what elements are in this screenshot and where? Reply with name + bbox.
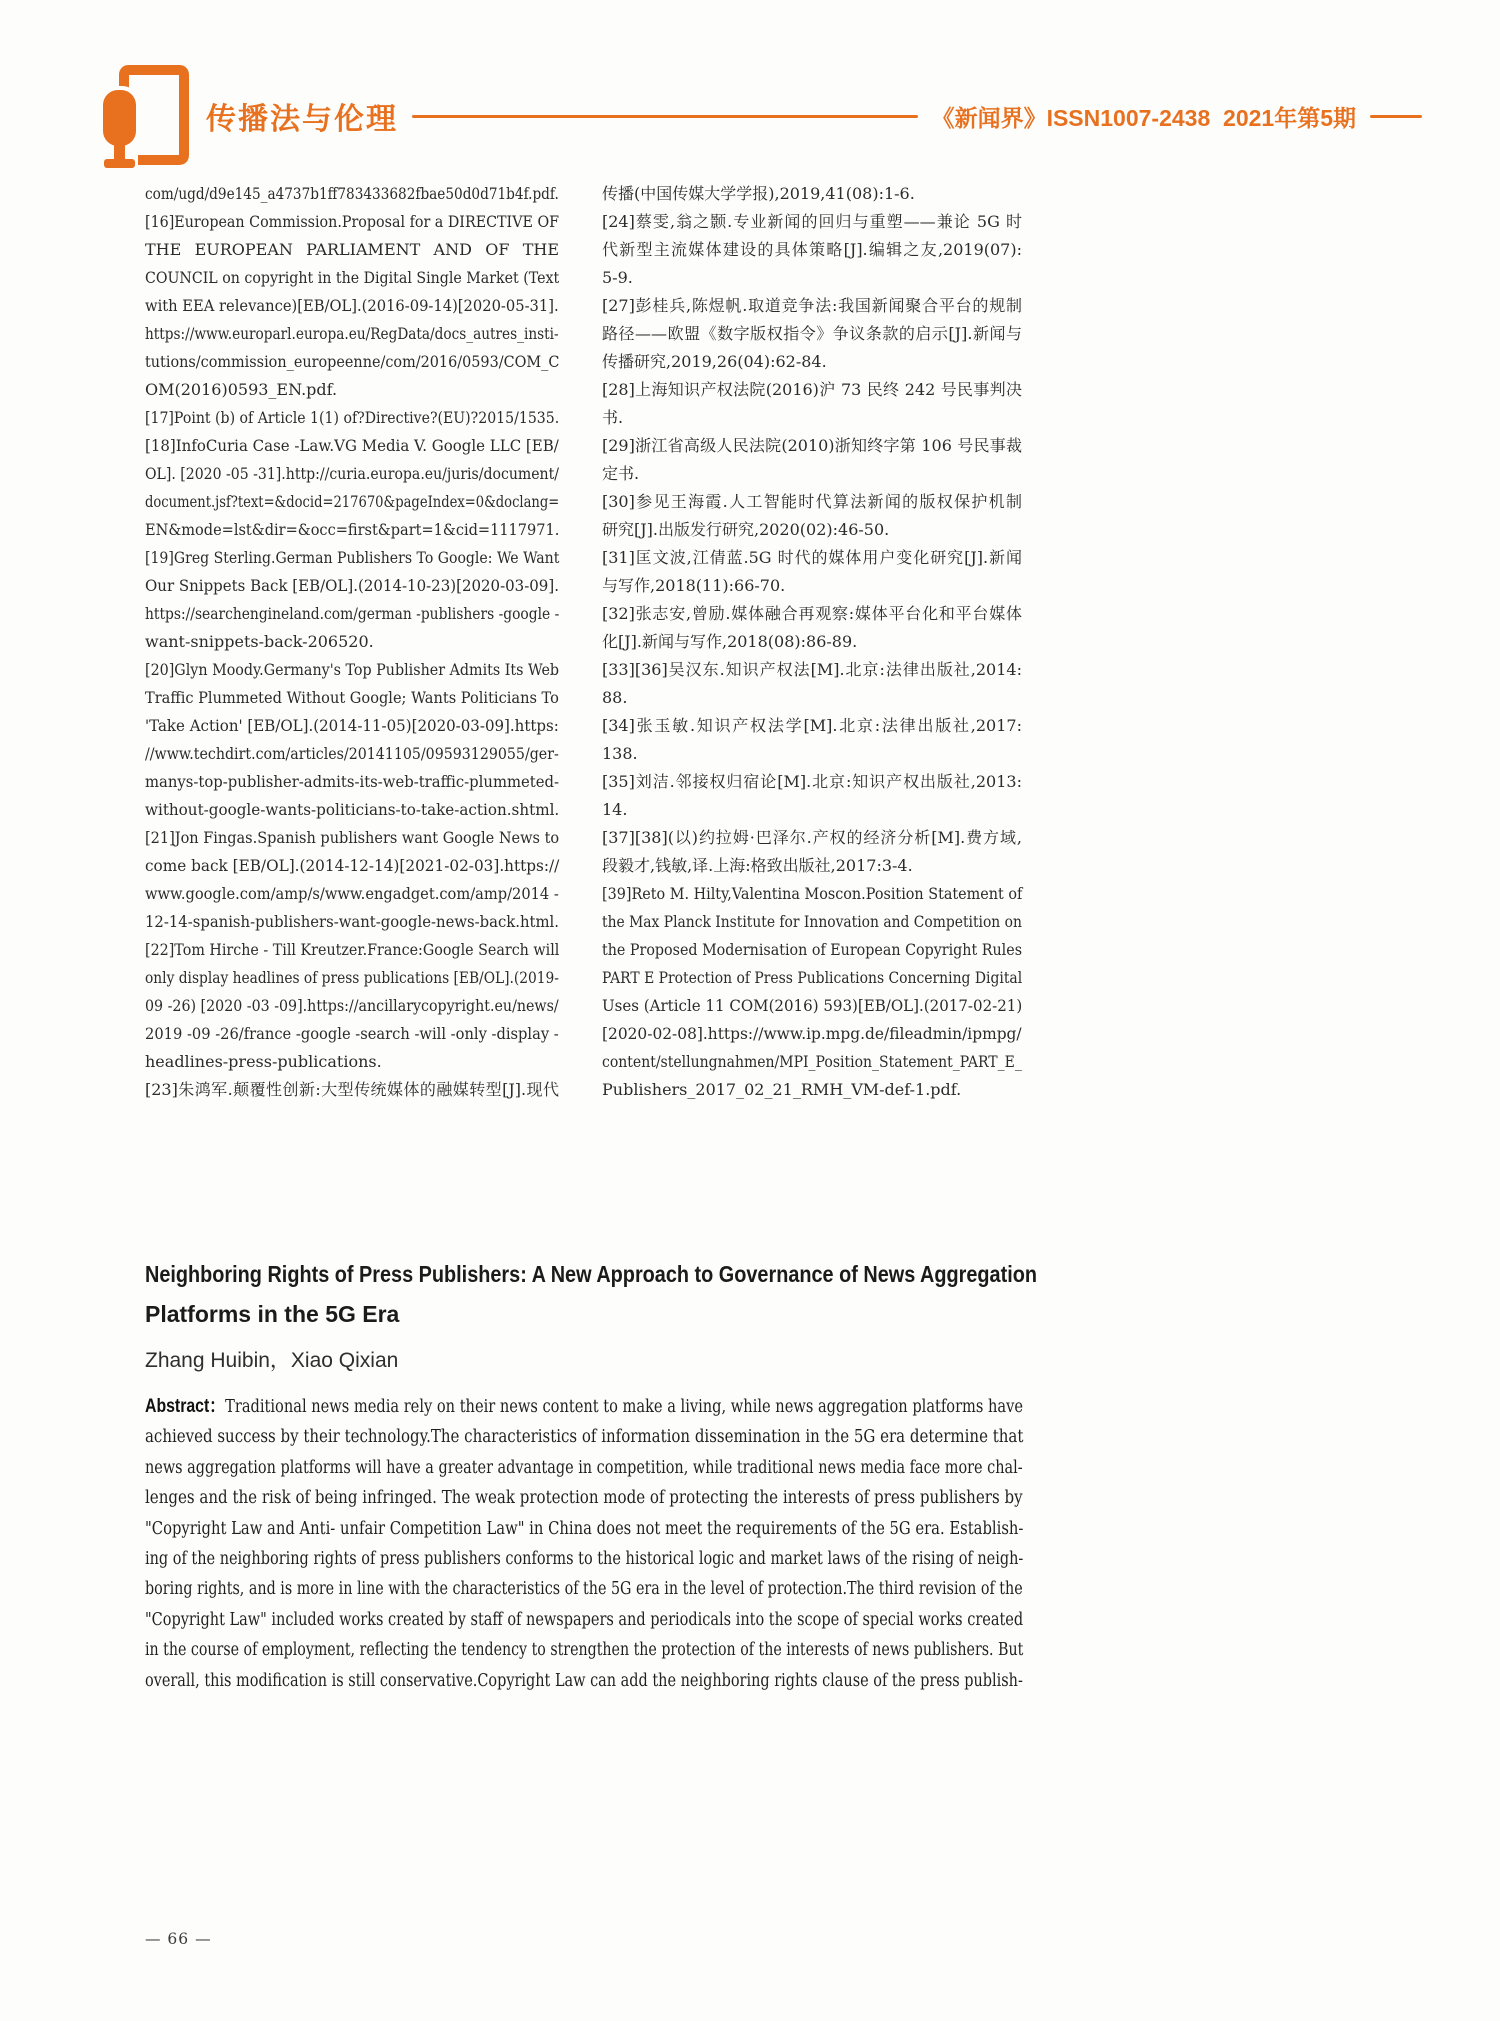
reference-line: 2019 -09 -26/france -google -search -will -only -display - bbox=[145, 1024, 559, 1043]
reference-line: EN&mode=lst&dir=&occ=first&part=1&cid=1117971. bbox=[145, 520, 560, 539]
reference-line: [39]Reto M. Hilty,Valentina Moscon.Position Statement of bbox=[602, 884, 1023, 903]
abstract-label: Abstract： bbox=[145, 1396, 226, 1417]
abstract-line: lenges and the risk of being infringed. The weak protection mode of protecting the interests of press publishers by bbox=[145, 1488, 1023, 1509]
reference-line: [35]刘洁.邻接权归宿论[M].北京:知识产权出版社,2013: bbox=[602, 772, 1022, 791]
reference-line: [16]European Commission.Proposal for a DIRECTIVE OF bbox=[145, 212, 560, 231]
reference-line: THE EUROPEAN PARLIAMENT AND OF THE bbox=[145, 240, 559, 259]
abstract-line: news aggregation platforms will have a greater advantage in competition, while traditional news media face more chal- bbox=[145, 1457, 1023, 1478]
reference-line: PART E Protection of Press Publications Concerning Digital bbox=[602, 968, 1023, 987]
reference-line: [18]InfoCuria Case -Law.VG Media V. Google LLC [EB/ bbox=[145, 436, 559, 455]
reference-line: 化[J].新闻与写作,2018(08):86-89. bbox=[602, 632, 858, 651]
reference-line: manys-top-publisher-admits-its-web-traffic-plummeted- bbox=[145, 772, 560, 791]
abstract-line: ing of the neighboring rights of press publishers conforms to the historical logic and market laws of the rising of neigh- bbox=[145, 1549, 1024, 1570]
header-rule bbox=[412, 115, 918, 118]
reference-line: https://www.europarl.europa.eu/RegData/docs_autres_insti- bbox=[145, 324, 559, 343]
reference-line: 'Take Action' [EB/OL].(2014-11-05)[2020-03-09].https: bbox=[145, 716, 559, 735]
page-header bbox=[100, 60, 1422, 172]
article-title bbox=[145, 1254, 1037, 1334]
reference-line: 传播研究,2019,26(04):62-84. bbox=[602, 352, 827, 371]
reference-line: with EEA relevance)[EB/OL].(2016-09-14)[2020-05-31]. bbox=[145, 296, 559, 315]
article-title-line: Neighboring Rights of Press Publishers: A New Approach to Governance of News Aggregation bbox=[145, 1261, 1038, 1287]
reference-line: 与写作,2018(11):66-70. bbox=[602, 576, 786, 595]
reference-line: content/stellungnahmen/MPI_Position_Statement_PART_E_ bbox=[602, 1052, 1022, 1071]
reference-line: Traffic Plummeted Without Google; Wants Politicians To bbox=[145, 688, 559, 707]
header-rule-end bbox=[1370, 115, 1422, 118]
reference-line: document.jsf?text=&docid=217670&pageIndex=0&doclang= bbox=[145, 492, 560, 511]
reference-line: Our Snippets Back [EB/OL].(2014-10-23)[2020-03-09]. bbox=[145, 576, 559, 595]
reference-line: [30]参见王海霞.人工智能时代算法新闻的版权保护机制 bbox=[602, 492, 1022, 511]
journal-logo-icon bbox=[100, 60, 192, 172]
reference-line: [21]Jon Fingas.Spanish publishers want Google News to bbox=[145, 828, 560, 847]
reference-line: [31]匡文波,江倩蓝.5G 时代的媒体用户变化研究[J].新闻 bbox=[602, 548, 1022, 567]
reference-line: come back [EB/OL].(2014-12-14)[2021-02-03].https:// bbox=[145, 856, 560, 875]
reference-line: [28]上海知识产权法院(2016)沪 73 民终 242 号民事判决 bbox=[602, 380, 1022, 399]
reference-line: COUNCIL on copyright in the Digital Single Market (Text bbox=[145, 268, 560, 287]
reference-line: OL]. [2020 -05 -31].http://curia.europa.eu/juris/document/ bbox=[145, 464, 560, 483]
reference-line: 5-9. bbox=[602, 268, 633, 287]
reference-line: https://searchengineland.com/german -publishers -google - bbox=[145, 604, 560, 623]
section-title: 传播法与伦理 bbox=[206, 103, 398, 136]
abstract-line: "Copyright Law" included works created by staff of newspapers and periodicals into the scope of special works created bbox=[145, 1609, 1024, 1630]
reference-line: [32]张志安,曾励.媒体融合再观察:媒体平台化和平台媒体 bbox=[602, 604, 1022, 623]
abstract-line: "Copyright Law and Anti- unfair Competition Law" in China does not meet the requirements of the 5G era. Establish- bbox=[145, 1518, 1024, 1539]
reference-line: 代新型主流媒体建设的具体策略[J].编辑之友,2019(07): bbox=[602, 240, 1022, 259]
abstract-line: overall, this modification is still conservative.Copyright Law can add the neighboring rights clause of the press publish- bbox=[145, 1670, 1023, 1691]
reference-line: want-snippets-back-206520. bbox=[145, 632, 374, 651]
reference-line: only display headlines of press publications [EB/OL].(2019- bbox=[145, 968, 559, 987]
abstract-line: achieved success by their technology.The characteristics of information dissemination in the 5G era determine that bbox=[145, 1427, 1024, 1448]
reference-line: 138. bbox=[602, 744, 638, 763]
abstract-line: Abstract：Traditional news media rely on their news content to make a living, while news aggregation platforms have bbox=[145, 1396, 1023, 1417]
references-left-column bbox=[145, 180, 559, 1104]
reference-line: without-google-wants-politicians-to-take-action.shtml. bbox=[145, 800, 560, 819]
reference-line: 09 -26) [2020 -03 -09].https://ancillarycopyright.eu/news/ bbox=[145, 996, 559, 1015]
abstract-line: boring rights, and is more in line with the characteristics of the 5G era in the level of protection.The third revision of the bbox=[145, 1579, 1023, 1600]
reference-line: [19]Greg Sterling.German Publishers To Google: We Want bbox=[145, 548, 560, 567]
reference-line: [17]Point (b) of Article 1(1) of?Directive?(EU)?2015/1535. bbox=[145, 408, 560, 427]
reference-line: 88. bbox=[602, 688, 628, 707]
reference-line: 书. bbox=[602, 408, 624, 427]
reference-line: com/ugd/d9e145_a4737b1ff783433682fbae50d0d71b4f.pdf. bbox=[145, 184, 559, 203]
reference-line: [23]朱鸿军.颠覆性创新:大型传统媒体的融媒转型[J].现代 bbox=[145, 1080, 559, 1099]
article-title-line: Platforms in the 5G Era bbox=[145, 1301, 400, 1327]
reference-line: Uses (Article 11 COM(2016) 593)[EB/OL].(2017-02-21) bbox=[602, 996, 1023, 1015]
reference-line: 12-14-spanish-publishers-want-google-news-back.html. bbox=[145, 912, 559, 931]
reference-line: //www.techdirt.com/articles/20141105/09593129055/ger- bbox=[145, 744, 559, 763]
reference-line: OM(2016)0593_EN.pdf. bbox=[145, 380, 338, 399]
reference-line: tutions/commission_europeenne/com/2016/0593/COM_C bbox=[145, 352, 560, 371]
reference-line: [2020-02-08].https://www.ip.mpg.de/fileadmin/ipmpg/ bbox=[602, 1024, 1022, 1043]
reference-line: [24]蔡雯,翁之颢.专业新闻的回归与重塑——兼论 5G 时 bbox=[602, 212, 1022, 231]
article-authors: Zhang Huibin，Xiao Qixian bbox=[145, 1349, 399, 1372]
reference-line: 14. bbox=[602, 800, 628, 819]
journal-info: 《新闻界》ISSN1007-2438 2021年第5期 bbox=[931, 104, 1356, 131]
abstract bbox=[145, 1392, 1023, 1696]
reference-line: the Proposed Modernisation of European Copyright Rules bbox=[602, 940, 1023, 959]
reference-line: headlines-press-publications. bbox=[145, 1052, 382, 1071]
reference-line: [33][36]吴汉东.知识产权法[M].北京:法律出版社,2014: bbox=[602, 660, 1022, 679]
reference-line: 路径——欧盟《数字版权指令》争议条款的启示[J].新闻与 bbox=[602, 324, 1022, 343]
references-right-column bbox=[602, 180, 1022, 1104]
reference-line: Publishers_2017_02_21_RMH_VM-def-1.pdf. bbox=[602, 1080, 962, 1099]
reference-line: www.google.com/amp/s/www.engadget.com/amp/2014 - bbox=[145, 884, 559, 903]
page-number: — 66 — bbox=[145, 1930, 212, 1948]
abstract-line: in the course of employment, reflecting the tendency to strengthen the protection of the interests of news publishers. But bbox=[145, 1640, 1024, 1661]
reference-line: the Max Planck Institute for Innovation and Competition on bbox=[602, 912, 1022, 931]
reference-line: 段毅才,钱敏,译.上海:格致出版社,2017:3-4. bbox=[602, 856, 913, 875]
reference-line: [34]张玉敏.知识产权法学[M].北京:法律出版社,2017: bbox=[602, 716, 1022, 735]
reference-line: [27]彭桂兵,陈煜帆.取道竞争法:我国新闻聚合平台的规制 bbox=[602, 296, 1022, 315]
reference-line: [20]Glyn Moody.Germany's Top Publisher Admits Its Web bbox=[145, 660, 560, 679]
reference-line: [22]Tom Hirche - Till Kreutzer.France:Google Search will bbox=[145, 940, 560, 959]
reference-line: 定书. bbox=[602, 464, 640, 483]
reference-line: 传播(中国传媒大学学报),2019,41(08):1-6. bbox=[602, 184, 915, 203]
reference-line: [37][38](以)约拉姆·巴泽尔.产权的经济分析[M].费方域, bbox=[602, 828, 1022, 847]
reference-line: 研究[J].出版发行研究,2020(02):46-50. bbox=[602, 520, 890, 539]
reference-line: [29]浙江省高级人民法院(2010)浙知终字第 106 号民事裁 bbox=[602, 436, 1022, 455]
